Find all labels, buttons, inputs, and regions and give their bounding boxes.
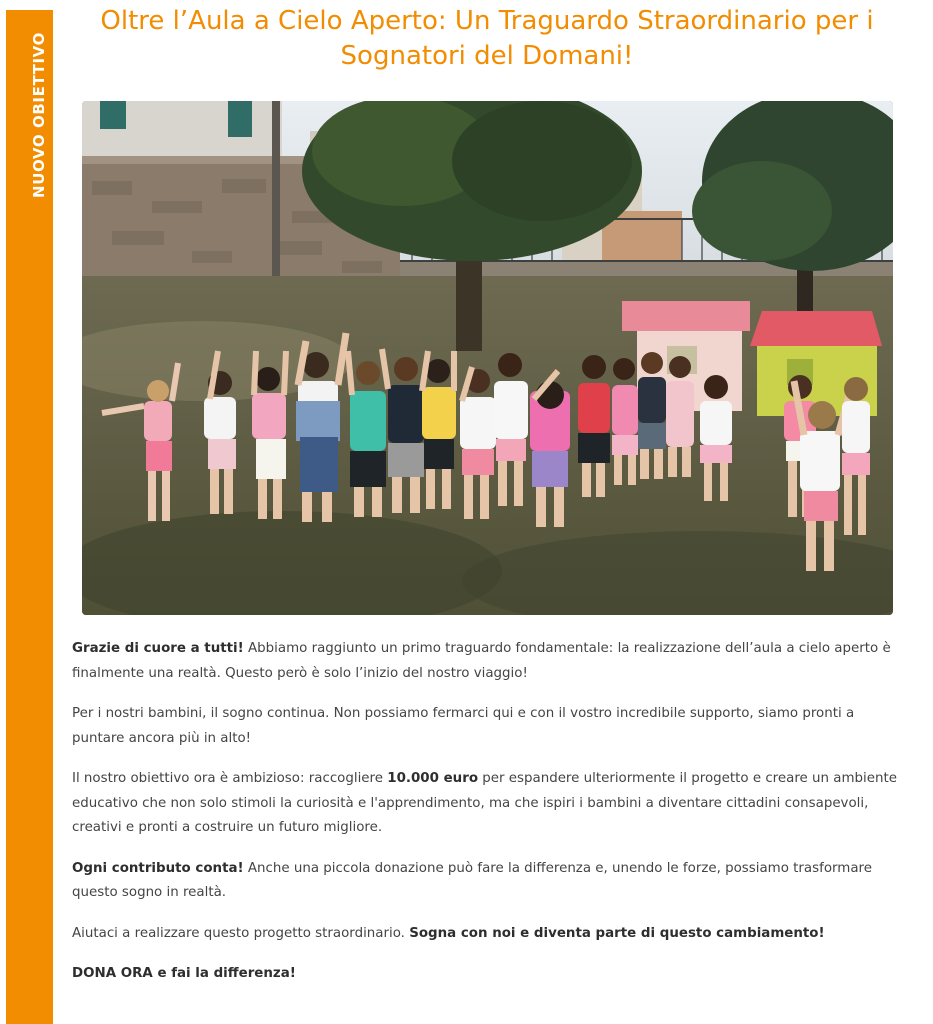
goal-text-b: per espandere ulteriormente il progetto e creare un ambiente educativo che non solo stimoli la curiosità e l'apprendimento, ma che ispiri i bambini a diventare cittadini consapevoli, creativi e pronti a costruire un futuro migliore. bbox=[72, 771, 897, 835]
hero-photo bbox=[82, 101, 893, 615]
goal-amount: 10.000 euro bbox=[387, 771, 479, 786]
help-text: Aiutaci a realizzare questo progetto straordinario. bbox=[72, 925, 410, 941]
paragraph-donate bbox=[72, 962, 902, 987]
contribution-highlight: Ogni contributo conta! bbox=[72, 860, 244, 876]
paragraph-thanks bbox=[72, 637, 902, 686]
paragraph-dream bbox=[72, 702, 902, 751]
article-body bbox=[72, 637, 902, 1003]
contribution-text: Anche una piccola donazione può fare la differenza e, unendo le forze, possiamo trasformare questo sogno in realtà. bbox=[72, 860, 872, 900]
goal-text-a: Il nostro obiettivo ora è ambizioso: raccogliere bbox=[72, 771, 388, 786]
photo-illustration bbox=[82, 101, 893, 615]
help-highlight: Sogna con noi e diventa parte di questo cambiamento! bbox=[409, 925, 825, 941]
paragraph-help bbox=[72, 922, 902, 947]
paragraph-goal bbox=[72, 767, 902, 841]
dream-text: Per i nostri bambini, il sogno continua. Non possiamo fermarci qui e con il vostro incredibile supporto, siamo pronti a puntare ancora più in alto! bbox=[72, 706, 855, 746]
thanks-highlight: Grazie di cuore a tutti! bbox=[72, 641, 244, 656]
paragraph-contribution bbox=[72, 857, 902, 906]
page-title: Oltre l’Aula a Cielo Aperto: Un Traguardo Straordinario per i Sognatori del Domani! bbox=[100, 6, 874, 71]
thanks-text: Abbiamo raggiunto un primo traguardo fondamentale: la realizzazione dell’aula a cielo aperto è finalmente una realtà. Questo però è solo l’inizio del nostro viaggio! bbox=[72, 641, 891, 681]
donate-call-to-action: DONA ORA e fai la differenza! bbox=[72, 966, 296, 981]
side-label: NUOVO OBIETTIVO bbox=[30, 32, 48, 198]
